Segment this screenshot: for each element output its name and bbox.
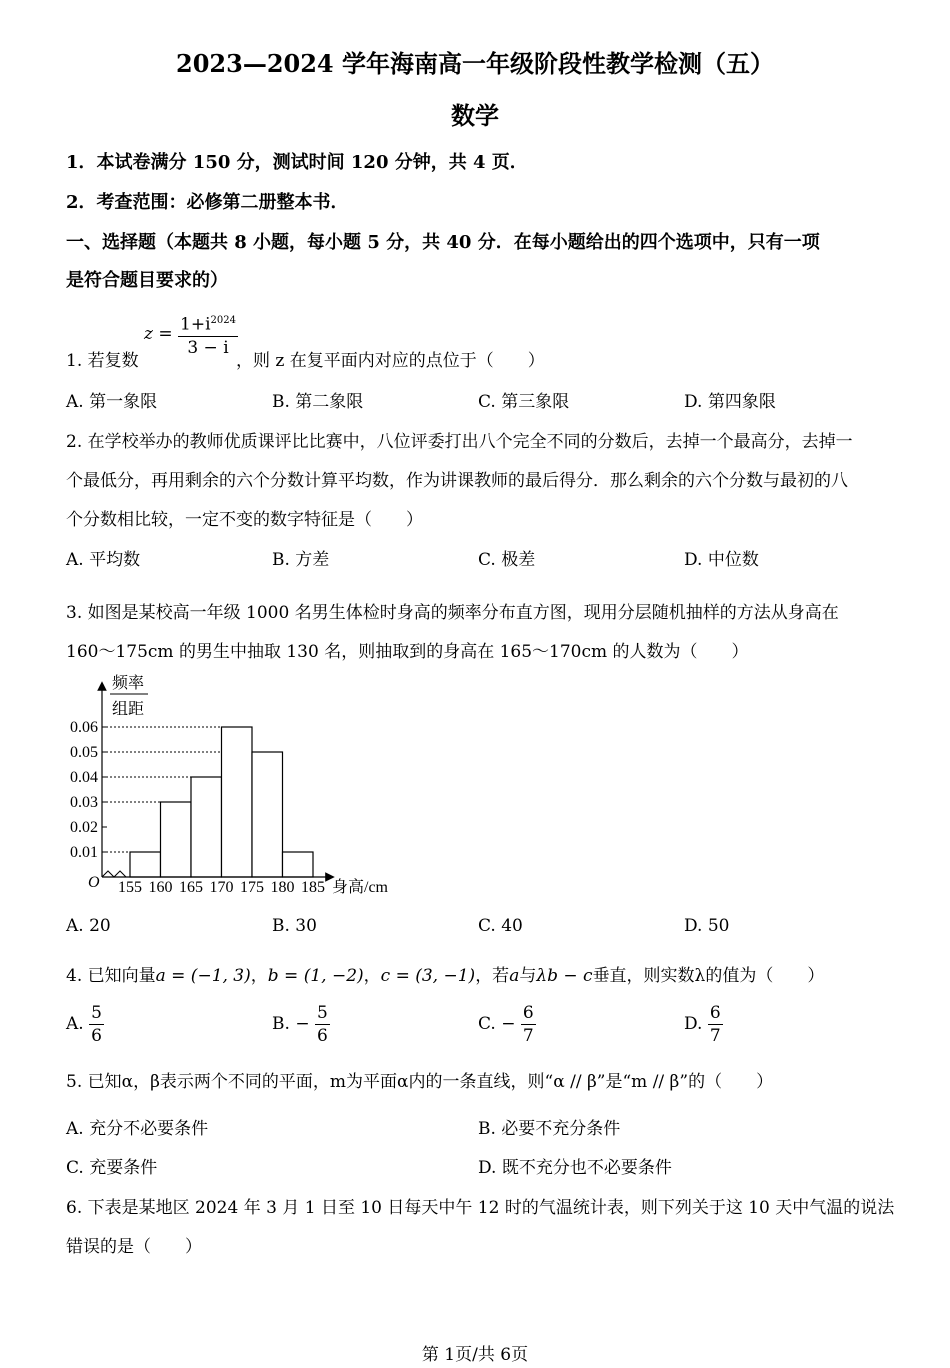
q1-formula xyxy=(144,310,238,359)
q4-vector-c: c = (3, −1) xyxy=(380,966,476,986)
q2-option-d[interactable]: D. 中位数 xyxy=(684,550,759,570)
x-tick-label: 175 xyxy=(240,879,264,896)
note-2: 2．考查范围：必修第二册整本书． xyxy=(66,192,349,213)
q1-fraction xyxy=(178,310,238,359)
y-tick-label: 0.05 xyxy=(70,744,98,761)
axis-break xyxy=(102,871,126,877)
histogram-bar xyxy=(283,852,314,877)
ylabel-top: 频率 xyxy=(112,675,145,692)
q2-line3: 个分数相比较，一定不变的数字特征是（ ） xyxy=(66,510,423,530)
q1-option-a[interactable]: A. 第一象限 xyxy=(66,392,158,412)
q4-option-b-sign: − xyxy=(295,1014,310,1034)
q1-suffix: ，则 z 在复平面内对应的点位于（ ） xyxy=(236,351,545,371)
q1-option-d[interactable]: D. 第四象限 xyxy=(684,392,776,412)
q3-option-d[interactable]: D. 50 xyxy=(684,916,730,936)
q4-option-b-label: B. xyxy=(272,1014,290,1034)
q4-option-d-label: D. xyxy=(684,1014,703,1034)
x-tick-label: 180 xyxy=(270,879,295,896)
ylabel-bottom: 组距 xyxy=(112,701,145,718)
histogram-bar xyxy=(252,752,283,877)
q4-option-a-num: 5 xyxy=(91,1003,102,1023)
q4-sep2: ， xyxy=(363,966,381,986)
q2-line1: 2. 在学校举办的教师优质课评比比赛中，八位评委打出八个完全不同的分数后，去掉一个最高分，去掉一 xyxy=(66,432,853,452)
y-tick-label: 0.04 xyxy=(70,769,98,786)
y-tick-label: 0.02 xyxy=(70,819,98,836)
q4-option-c-num: 6 xyxy=(522,1003,534,1023)
q2-option-b[interactable]: B. 方差 xyxy=(272,550,330,570)
q3-line2: 160～175cm 的男生中抽取 130 名，则抽取到的身高在 165～170cm 的人数为（ ） xyxy=(66,642,749,662)
q5-option-c[interactable]: C. 充要条件 xyxy=(66,1158,158,1178)
q4-vector-b: b = (1, −2) xyxy=(267,966,364,986)
subject-heading: 数学 xyxy=(451,101,499,130)
q1-denominator: 3 − i xyxy=(187,337,229,358)
q1-option-c[interactable]: C. 第三象限 xyxy=(478,392,570,412)
x-tick-label: 185 xyxy=(301,879,325,896)
q5-stem: 5. 已知α，β表示两个不同的平面，m为平面α内的一条直线，则“α // β”是“m // β”的（ ） xyxy=(66,1072,774,1092)
xlabel: 身高/cm xyxy=(332,879,388,896)
q1-numerator: 1+i xyxy=(180,314,211,335)
q3-option-b[interactable]: B. 30 xyxy=(272,916,317,936)
q5-option-b[interactable]: B. 必要不充分条件 xyxy=(478,1119,621,1139)
q3-option-a[interactable]: A. 20 xyxy=(66,916,111,936)
y-tick-label: 0.06 xyxy=(70,719,98,736)
q2-line2: 个最低分，再用剩余的六个分数计算平均数，作为讲课教师的最后得分．那么剩余的六个分数与最初的八 xyxy=(66,471,848,491)
q1-z-eq: z = xyxy=(144,323,173,344)
q2-option-a[interactable]: A. 平均数 xyxy=(66,550,141,570)
histogram-bar xyxy=(161,802,192,877)
q4-option-c[interactable] xyxy=(478,1002,536,1047)
y-tick-label: 0.03 xyxy=(70,794,98,811)
q1-prefix: 1. 若复数 xyxy=(66,351,139,371)
q4-sep1: ， xyxy=(250,966,268,986)
frequency-histogram xyxy=(60,668,420,903)
page-title: 2023—2024 学年海南高一年级阶段性教学检测（五） xyxy=(176,49,774,78)
q5-option-a[interactable]: A. 充分不必要条件 xyxy=(66,1119,209,1139)
histogram-bar xyxy=(130,852,161,877)
q6-line1: 6. 下表是某地区 2024 年 3 月 1 日至 10 日每天中午 12 时的气温统计表，则下列关于这 10 天中气温的说法 xyxy=(66,1198,895,1218)
q4-expression: λb − c xyxy=(536,966,593,986)
q4-prefix: 4. 已知向量 xyxy=(66,966,156,986)
section-heading-line2: 是符合题目要求的） xyxy=(66,270,228,291)
q1-option-b[interactable]: B. 第二象限 xyxy=(272,392,364,412)
q4-option-a-den: 6 xyxy=(91,1026,102,1046)
q4-option-b[interactable] xyxy=(272,1002,330,1047)
histogram-bar xyxy=(191,777,222,877)
q3-line1: 3. 如图是某校高一年级 1000 名男生体检时身高的频率分布直方图，现用分层随机抽样的方法从身高在 xyxy=(66,603,839,623)
q4-option-a[interactable] xyxy=(66,1002,104,1047)
origin-label: O xyxy=(88,874,100,891)
q4-option-d-num: 6 xyxy=(709,1003,721,1023)
q2-option-c[interactable]: C. 极差 xyxy=(478,550,536,570)
x-tick-label: 155 xyxy=(118,879,142,896)
page-footer: 第 1页/共 6页 xyxy=(421,1345,529,1365)
q4-with: 与 xyxy=(519,966,537,986)
q4-option-d[interactable] xyxy=(684,1002,723,1047)
q4-option-c-label: C. xyxy=(478,1014,496,1034)
x-tick-label: 165 xyxy=(179,879,203,896)
x-tick-label: 170 xyxy=(209,879,234,896)
q4-option-c-den: 7 xyxy=(522,1026,534,1046)
q4-option-b-num: 5 xyxy=(316,1003,328,1023)
q4-option-a-label: A. xyxy=(66,1014,84,1034)
x-tick-label: 160 xyxy=(148,879,173,896)
section-heading-line1: 一、选择题（本题共 8 小题，每小题 5 分，共 40 分．在每小题给出的四个选项中，只有一项 xyxy=(66,232,820,253)
q4-option-d-den: 7 xyxy=(709,1026,721,1046)
q4-suffix: 垂直，则实数λ的值为（ ） xyxy=(592,966,825,986)
y-tick-label: 0.01 xyxy=(70,844,98,861)
q5-option-d[interactable]: D. 既不充分也不必要条件 xyxy=(478,1158,672,1178)
q4-mid: ，若 xyxy=(475,966,510,986)
q4-vector-a: a = (−1, 3) xyxy=(155,966,251,986)
q1-exponent: 2024 xyxy=(210,315,236,326)
q3-option-c[interactable]: C. 40 xyxy=(478,916,523,936)
q4-stem xyxy=(66,961,824,986)
q4-option-b-den: 6 xyxy=(316,1026,328,1046)
q4-option-c-sign: − xyxy=(501,1014,516,1034)
note-1: 1．本试卷满分 150 分，测试时间 120 分钟，共 4 页． xyxy=(66,152,528,173)
q6-line2: 错误的是（ ） xyxy=(66,1237,202,1257)
histogram-bar xyxy=(222,727,253,877)
q4-a-symbol: a xyxy=(509,966,520,986)
